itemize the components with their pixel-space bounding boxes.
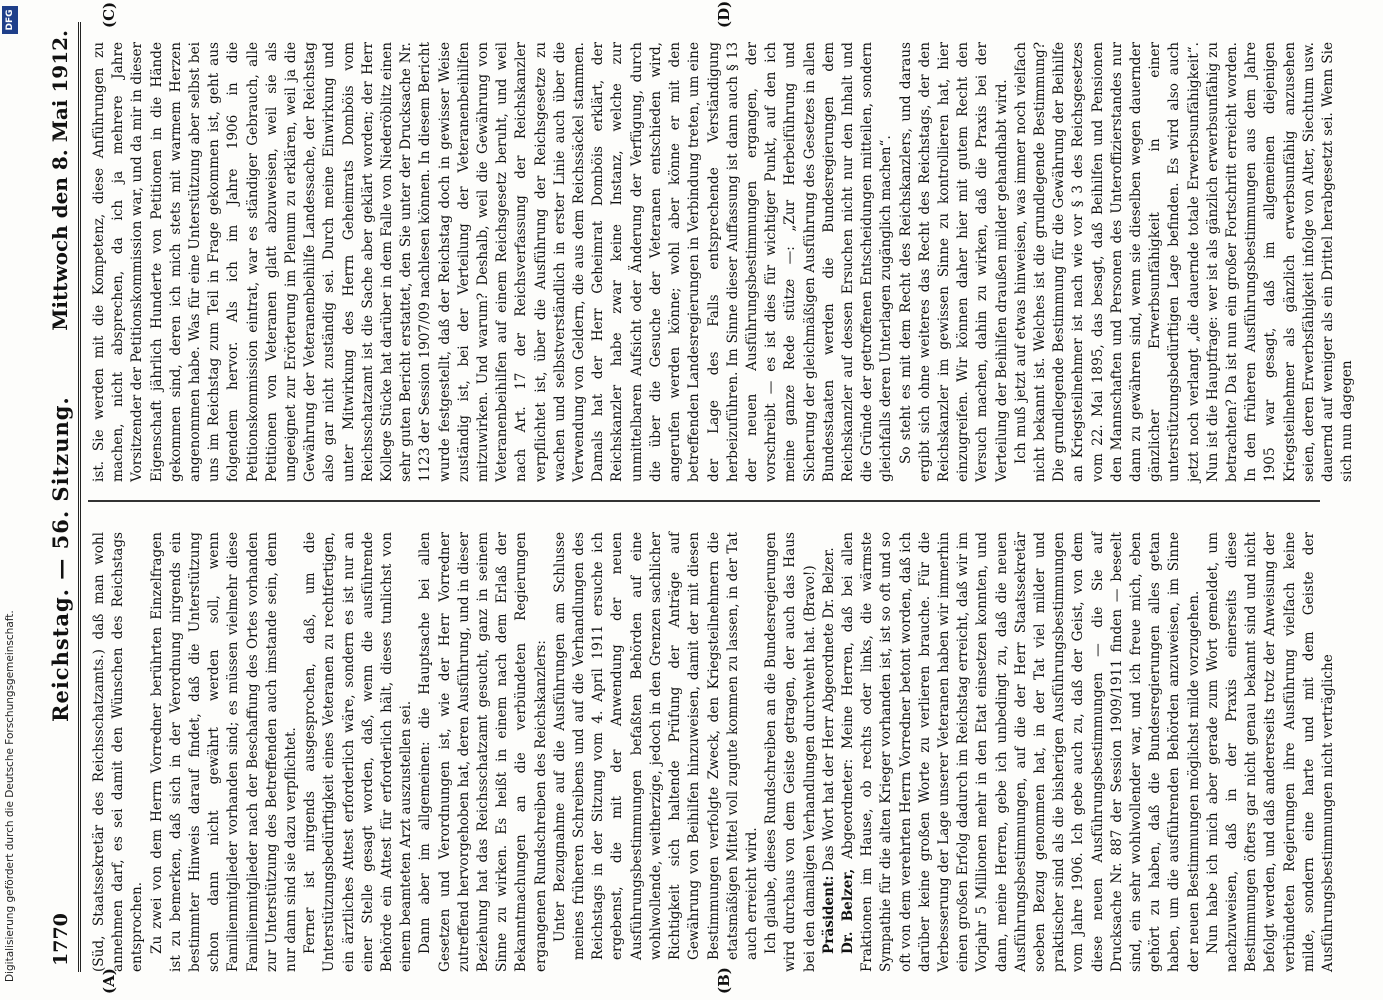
speaker-paragraph: Dr. Belzer, Abgeordneter: Meine Herren, daß bei allen Fraktionen im Hause, ob rechts oder links, die wärmste Sympathie für die alten Krieger vorhanden ist, ist so oft und so oft von dem verehrten Herrn Vorredner betont worden, daß ich darüber keine großen Worte zu verlieren brauche. Für die Verbesserung der Lage unserer Veteranen haben wir immerhin einen großen Erfolg dadurch im Reichstag erreicht, daß wir im Vorjahr 5 Millionen mehr in den Etat einsetzen konnten, und dann, meine Herren, gebe ich unbedingt zu, daß die neuen Ausführungsbestimmungen, auf die der Herr Staatssekretär soeben Bezug genommen hat, in der Tat viel milder und praktischer sind als die bisherigen Ausführungsbestimmungen vom Jahre 1906. Ich gebe auch zu, daß der Geist, von dem diese neuen Ausführungsbestimmungen — die Sie auf Drucksache Nr. 887 der Session 1909/1911 finden — beseelt sind, ein sehr wohlwollender war, und ich freue mich, eben gehört zu haben, daß die Bundesregierungen alles getan haben, um die ausführenden Behörden anzuweisen, im Sinne der neuen Bestimmungen möglichst milde vorzugehen.: [839, 531, 1202, 972]
paragraph: Ferner ist nirgends ausgesprochen, daß, um die Unterstützungsbedürftigkeit eines Veteranen zu rechtfertigen, ein ärztliches Attest erforderlich wäre, sondern es ist nur an einer Stelle gesagt worden, daß, wenn die ausführende Behörde ein Attest für erforderlich hält, dieses tunlichst von einem beamteten Arzt auszustellen sei.: [302, 532, 415, 972]
right-text-column: [90, 42, 1356, 482]
paragraph: (Süd, Staatssekretär des Reichsschatzamts.) daß man wohl annehmen darf, es sei damit den Wünschen des Reichstags entsprochen.: [91, 532, 146, 972]
paragraph: ist. Sie werden mit die Kompetenz, diese Anführungen zu machen, nicht absprechen, da ich ja mehrere Jahre Vorsitzender der Petitionskommission war, und da mir in dieser Eigenschaft jährlich Hunderte von Petitionen in die Hände gekommen sind, deren ich mich stets mit warmem Herzen angenommen habe. Was für eine Unterstützung aber selbst bei uns im Reichstag zum Teil in Frage gekommen ist, geht aus folgendem hervor. Als ich im Jahre 1906 in die Petitionskommission eintrat, war es ständiger Gebrauch, alle Petitionen von Veteranen glatt abzuweisen, weil sie als ungeeignet zur Erörterung im Plenum zu erklären, weil ja die Gewährung der Veteranenbeihilfe Landessache, der Reichstag also gar nicht zuständig sei. Durch meine Einwirkung und unter Mitwirkung des Herrn Geheimrats Domböis vom Reichsschatzamt ist die Sache aber geklärt worden; der Herr Kollege Stücke hat darüber in dem Falle von Niederöblitz einen sehr guten Bericht erstattet, den Sie unter der Drucksache Nr. 1123 der Session 1907/09 nachlesen können. In diesem Bericht wurde festgestellt, daß der Reichstag doch in gewisser Weise zuständig ist, bei der Verteilung der Veteranenbeihilfen mitzuwirken. Und warum? Deshalb, weil die Gewährung von Veteranenbeihilfen auf einem Reichsgesetz beruht, und weil nach Art. 17 der Reichsverfassung der Reichskanzler verpflichtet ist, über die Ausführung der Reichsgesetze zu wachen und selbstverständlich in erster Linie auch über die Verwendung von Geldern, die aus dem Reichssäckel stammen. Damals hat der Herr Geheimrat Domböis erklärt, der Reichskanzler habe zwar keine Instanz, welche zur unmittelbaren Aufsicht oder Änderung der Verfügung, durch die über die Gesuche der Veteranen entschieden wird, angerufen werden könne; wohl aber könne er mit den betreffenden Landesregierungen in Verbindung treten, um eine der Lage des Falls entsprechende Verständigung herbeizuführen. Im Sinne dieser Auffassung ist dann auch § 13 der neuen Ausführungsbestimmungen ergangen, der vorschreibt — es ist dies für wichtiger Punkt, auf den ich meine ganze Rede stütze —: „Zur Herbeiführung und Sicherung der gleichmäßigen Ausführung des Gesetzes in allen Bundesstaaten werden die Bundesregierungen dem Reichskanzler auf dessen Ersuchen nicht nur den Inhalt und die Gründe der getroffenen Entscheidungen mitteilen, sondern gleichfalls deren Unterlagen zugänglich machen“.: [91, 42, 895, 482]
page-header: [44, 22, 81, 972]
paragraph: Nun habe ich mich aber gerade zum Wort gemeldet, um nachzuweisen, daß in der Praxis einerseits diese Bestimmungen öfters gar nicht genau bekannt sind und nicht befolgt werden, und daß andererseits trotz der Anweisung der verbündeten Regierungen ihre Ausführung vielfach keine milde, sondern eine harte und mit dem Geiste der Ausführungsbestimmungen nicht verträgliche: [1204, 532, 1336, 972]
quoted-circular: Unter Bezugnahme auf die Ausführungen am Schlusse meines früheren Schreibens und auf die Verhandlungen des Reichstags in der Sitzung vom 4. April 1911 ersuche ich ergebenst, die mit der Anwendung der neuen Ausführungsbestimmungen befaßten Behörden auf eine wohlwollende, weitherzige, jedoch in den Grenzen sachlicher Richtigkeit sich haltende Prüfung der Anträge auf Gewährung von Beihilfen hinzuweisen, damit der mit diesen Bestimmungen verfolgte Zweck, den Kriegsteilnehmern die etatsmäßigen Mittel voll zugute kommen zu lassen, in der Tat auch erreicht wird.: [551, 532, 760, 960]
session-date: Mittwoch den 8. Mai 1912.: [48, 30, 72, 331]
paragraph: So steht es mit dem Recht des Reichskanzlers, und daraus ergibt sich ohne weiteres das Recht des Reichstags, der den Reichskanzler im gewissen Sinne zu kontrollieren hat, hier einzugreifen. Wir können daher hier mit gutem Recht den Versuch machen, dahin zu wirken, daß die Praxis bei der Verteilung der Beihilfen draußen milder gehandhabt wird.: [897, 42, 1010, 482]
paragraph: Zu zwei von dem Herrn Vorredner berührten Einzelfragen ist zu bemerken, daß sich in der Verordnung nirgends ein bestimmter Hinweis darauf findet, daß die Unterstützung schon dann nicht gewährt werden soll, wenn Familienmitglieder vorhanden sind; es müssen vielmehr diese Familienmitglieder nach der Beschaffung des Ortes vorhanden zur Unterstützung des Betreffenden auch imstande sein, denn nur dann sind sie dazu verpflichtet.: [148, 532, 300, 972]
page-number: 1770: [50, 913, 72, 966]
paragraph: Dann aber im allgemeinen: die Hauptsache bei allen Gesetzen und Verordnungen ist, wie der Herr Vorredner zutreffend hervorgehoben hat, deren Ausführung, und in dieser Beziehung hat das Reichsschatzamt gesucht, ganz in seinem Sinne zu wirken. Es heißt in einem nach dem Erlaß der Bekanntmachungen an die verbündeten Regierungen ergangenen Rundschreiben des Reichskanzlers:: [417, 532, 549, 972]
paragraph: Ich muß jetzt auf etwas hinweisen, was immer noch vielfach nicht bekannt ist. Welches ist die grundlegende Bestimmung? Die grundlegende Bestimmung für die Gewährung der Beihilfe an Kriegsteilnehmer ist nach wie vor § 3 des Reichsgesetzes vom 22. Mai 1895, das besagt, daß Beihilfen und Pensionen den Mannschaften und Personen des Unteroffizierstandes nur dann zu gewähren sind, wenn sie dieselben wegen dauernder gänzlicher Erwerbsunfähigkeit in einer unterstützungsbedürftigen Lage befinden. Es wird also auch jetzt noch verlangt „die dauernde totale Erwerbsunfähigkeit“. Nun ist die Hauptfrage: wer ist als gänzlich erwerbsunfähig zu betrachten? Da ist nun ein großer Fortschritt erreicht worden. In den früheren Ausführungsbestimmungen aus dem Jahre 1905 war gesagt, daß im allgemeinen diejenigen Kriegsteilnehmer als gänzlich erwerbsunfähig anzusehen seien, deren Erwerbsfähigkeit infolge von Alter, Siechtum usw. dauernd auf weniger als ein Drittel herabgesetzt sei. Wenn Sie sich nun dagegen: [1012, 42, 1356, 482]
speaker-label: Präsident:: [820, 875, 837, 954]
margin-letter-c: (C): [100, 1, 118, 28]
margin-letter-d: (D): [715, 0, 733, 28]
speaker-paragraph: Präsident: Das Wort hat der Herr Abgeordnete Dr. Belzer.: [820, 547, 837, 954]
paragraph: Ich glaube, dieses Rundschreiben an die Bundesregierungen wird durchaus von dem Geiste getragen, der auch das Haus bei den damaligen Verhandlungen durchweht hat. (Bravo!): [763, 532, 818, 972]
speaker-label: Dr. Belzer,: [839, 868, 856, 954]
left-text-column: [90, 531, 1336, 972]
digitization-credit: Digitalisierung gefördert durch die Deutsche Forschungsgemeinschaft.: [4, 610, 16, 982]
dfg-logo: DFG: [2, 6, 18, 34]
session-title: Reichstag. — 56. Sitzung.: [48, 396, 73, 722]
margin-letter-b: (B): [715, 967, 733, 994]
column-divider: [88, 500, 1320, 502]
footer: [0, 0, 22, 1000]
margin-letter-a: (A): [100, 968, 118, 994]
